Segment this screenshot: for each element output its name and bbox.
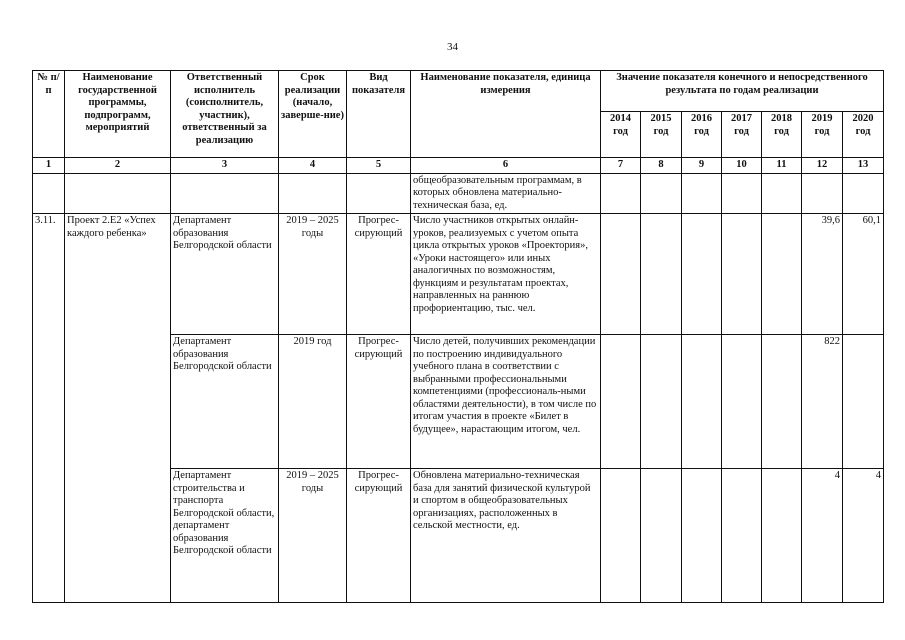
value-cell (722, 214, 762, 335)
year-2014: 2014 год (601, 112, 641, 158)
value-cell (641, 214, 682, 335)
header-num: № п/п (33, 71, 65, 158)
year-2018: 2018 год (762, 112, 802, 158)
value-cell: 4 (843, 469, 884, 603)
table-cell (65, 173, 171, 214)
indicators-table (32, 70, 884, 603)
type-cell: Прогрес-сирующий (347, 469, 411, 603)
executor-cell: Департамент образования Белгородской области (171, 335, 279, 469)
column-number: 7 (601, 158, 641, 174)
header-values: Значение показателя конечного и непосредственного результата по годам реализации (601, 71, 884, 112)
year-2015: 2015 год (641, 112, 682, 158)
header-term: Срок реализации (начало, заверше-ние) (279, 71, 347, 158)
table-cell (171, 173, 279, 214)
table-cell (33, 173, 65, 214)
header-executor: Ответственный исполнитель (соисполнитель, участник), ответственный за реализацию (171, 71, 279, 158)
table-cell (601, 173, 641, 214)
type-cell: Прогрес-сирующий (347, 335, 411, 469)
header-indicator: Наименование показателя, единица измерения (411, 71, 601, 158)
column-number: 1 (33, 158, 65, 174)
table-cell (762, 173, 802, 214)
page-number: 34 (447, 41, 458, 53)
table-row (33, 214, 884, 335)
value-cell: 39,6 (802, 214, 843, 335)
value-cell (682, 335, 722, 469)
term-cell: 2019 – 2025 годы (279, 214, 347, 335)
value-cell (682, 214, 722, 335)
value-cell (641, 335, 682, 469)
column-number: 2 (65, 158, 171, 174)
indicator-cell: общеобразовательным программам, в которых обновлена материально-техническая база, ед. (411, 173, 601, 214)
value-cell (722, 469, 762, 603)
term-cell: 2019 – 2025 годы (279, 469, 347, 603)
column-number: 11 (762, 158, 802, 174)
column-number: 6 (411, 158, 601, 174)
header-type: Вид показателя (347, 71, 411, 158)
column-number: 8 (641, 158, 682, 174)
column-number: 9 (682, 158, 722, 174)
value-cell (682, 469, 722, 603)
table-cell (641, 173, 682, 214)
table-cell (682, 173, 722, 214)
table-cell (347, 173, 411, 214)
year-2016: 2016 год (682, 112, 722, 158)
table-cell (722, 173, 762, 214)
value-cell (601, 335, 641, 469)
value-cell: 4 (802, 469, 843, 603)
continuation-row (33, 173, 884, 214)
column-number: 13 (843, 158, 884, 174)
indicator-cell: Обновлена материально-техническая база для занятий физической культурой и спортом в общеобразовательных организациях, расположенных в сельской местности, ед. (411, 469, 601, 603)
term-cell: 2019 год (279, 335, 347, 469)
column-number: 5 (347, 158, 411, 174)
value-cell (843, 335, 884, 469)
header-program: Наименование государственной программы, подпрограмм, мероприятий (65, 71, 171, 158)
header-row (33, 71, 884, 112)
executor-cell: Департамент строительства и транспорта Белгородской области, департамент образования Белгородской области (171, 469, 279, 603)
column-number: 10 (722, 158, 762, 174)
column-numbers-row (33, 158, 884, 174)
table-cell (843, 173, 884, 214)
column-number: 12 (802, 158, 843, 174)
value-cell (601, 214, 641, 335)
project-num: 3.11. (33, 214, 65, 603)
project-name: Проект 2.Е2 «Успех каждого ребенка» (65, 214, 171, 603)
column-number: 4 (279, 158, 347, 174)
indicator-cell: Число участников открытых онлайн-уроков, реализуемых с учетом опыта цикла открытых уроков «Проектория», «Уроки настоящего» или иных аналогичных по возможностям, функциям и результатам проектах, направленных на раннюю профориентацию, тыс. чел. (411, 214, 601, 335)
year-2020: 2020 год (843, 112, 884, 158)
table-cell (279, 173, 347, 214)
executor-cell: Департамент образования Белгородской области (171, 214, 279, 335)
value-cell (762, 469, 802, 603)
year-2017: 2017 год (722, 112, 762, 158)
value-cell (762, 214, 802, 335)
value-cell (762, 335, 802, 469)
indicator-cell: Число детей, получивших рекомендации по построению индивидуального учебного плана в соответствии с выбранными профессиональными компетенциями (профессиональ-ными областями деятельности), в том числе по итогам участия в проекте «Билет в будущее», нарастающим итогом, чел. (411, 335, 601, 469)
value-cell (722, 335, 762, 469)
year-2019: 2019 год (802, 112, 843, 158)
column-number: 3 (171, 158, 279, 174)
value-cell (601, 469, 641, 603)
value-cell: 822 (802, 335, 843, 469)
value-cell (641, 469, 682, 603)
type-cell: Прогрес-сирующий (347, 214, 411, 335)
table-cell (802, 173, 843, 214)
value-cell: 60,1 (843, 214, 884, 335)
